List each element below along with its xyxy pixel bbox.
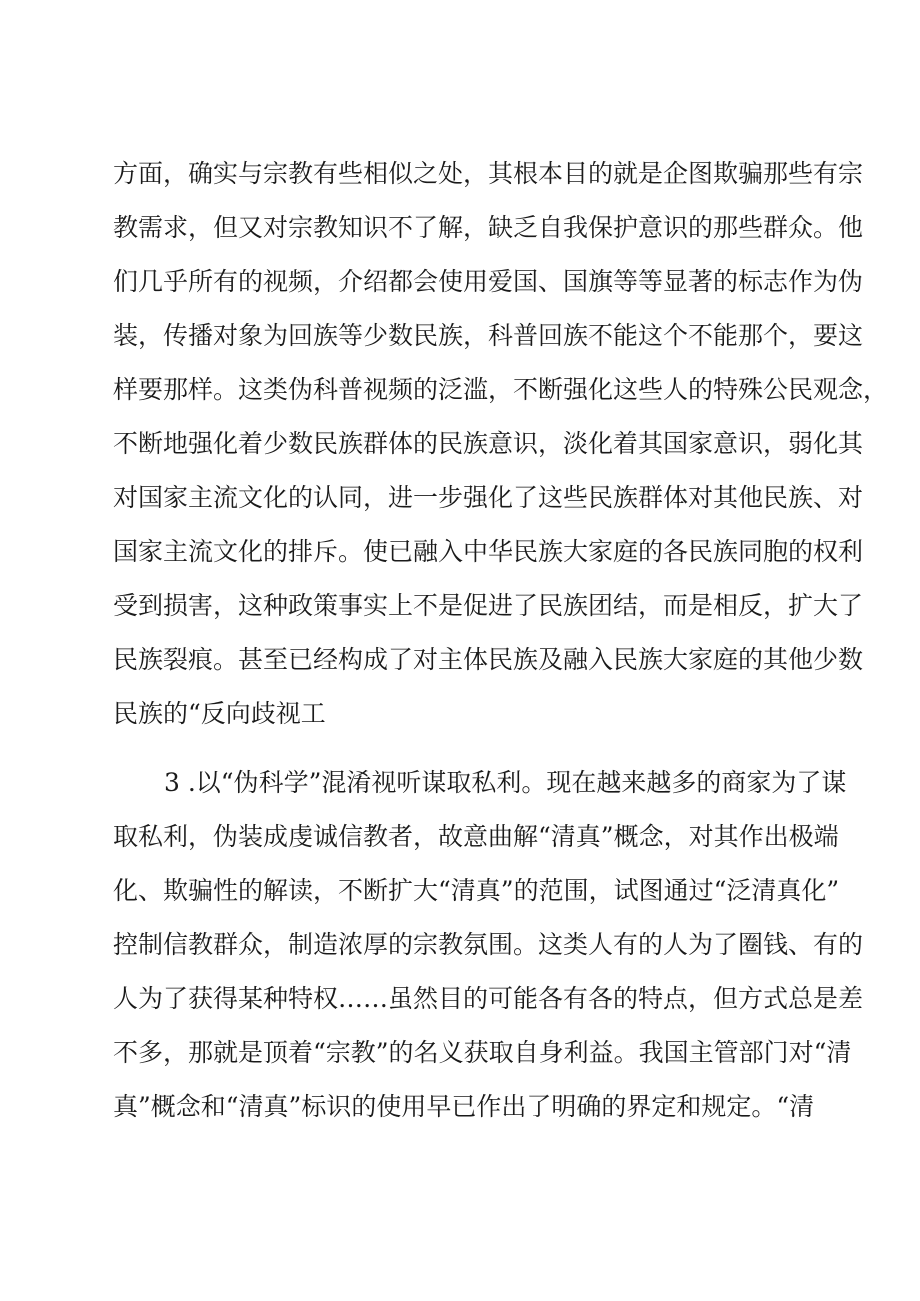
- text-line: 装，传播对象为回族等少数民族，科普回族不能这个不能那个，要这: [113, 321, 864, 350]
- text-line: 人为了获得某种特权……虽然目的可能各有各的特点，但方式总是差: [113, 984, 864, 1013]
- text-line: 取私利，伪装成虔诚信教者，故意曲解“清真”概念，对其作出极端: [113, 822, 839, 851]
- text-line: 不多，那就是顶着“宗教”的名义获取自身利益。我国主管部门对“清: [113, 1038, 852, 1067]
- text-line: 们几乎所有的视频，介绍都会使用爱国、国旗等等显著的标志作为伪: [113, 267, 864, 296]
- text-line: 控制信教群众，制造浓厚的宗教氛围。这类人有的人为了圈钱、有的: [113, 930, 864, 959]
- text-line: 对国家主流文化的认同，进一步强化了这些民族群体对其他民族、对: [113, 483, 864, 512]
- text-line: 民族裂痕。甚至已经构成了对主体民族及融入民族大家庭的其他少数: [113, 645, 864, 674]
- text-line: 国家主流文化的排斥。使已融入中华民族大家庭的各民族同胞的权利: [113, 537, 864, 566]
- text-line: 受到损害，这种政策事实上不是促进了民族团结，而是相反，扩大了: [113, 591, 864, 620]
- text-line: 3 .以“伪科学”混淆视听谋取私利。现在越来越多的商家为了谋: [164, 768, 847, 797]
- text-line: 民族的“反向歧视工: [113, 699, 326, 728]
- text-line: 真”概念和“清真”标识的使用早已作出了明确的界定和规定。“清: [113, 1092, 815, 1121]
- text-line: 方面，确实与宗教有些相似之处，其根本目的就是企图欺骗那些有宗: [113, 159, 864, 188]
- text-line: 教需求，但又对宗教知识不了解，缺乏自我保护意识的那些群众。他: [113, 213, 864, 242]
- text-line: 化、欺骗性的解读，不断扩大“清真”的范围，试图通过“泛清真化”: [113, 876, 840, 905]
- text-line: 不断地强化着少数民族群体的民族意识，淡化着其国家意识，弱化其: [113, 429, 864, 458]
- text-line: 样要那样。这类伪科普视频的泛滥，不断强化这些人的特殊公民观念，: [113, 375, 889, 404]
